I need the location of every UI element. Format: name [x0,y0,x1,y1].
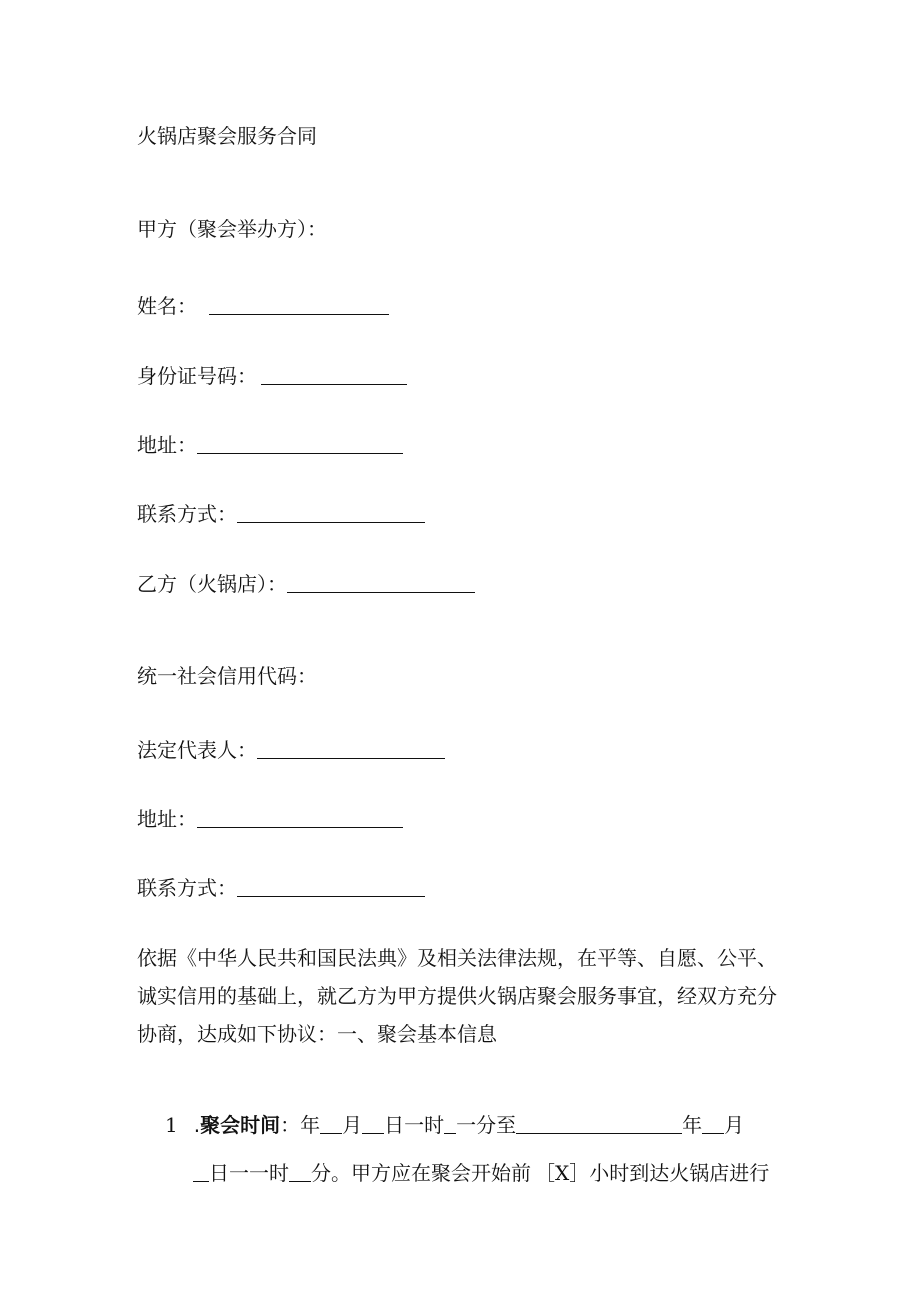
clause-1-rest: 小时到达火锅店进行 [589,1161,770,1185]
party-b-contact-label: 联系方式： [137,876,237,900]
month-blank-2[interactable] [702,1113,724,1134]
minute-to-label: 一分至 [456,1113,517,1137]
day-blank-2[interactable] [193,1161,209,1182]
party-a-heading: 甲方（聚会举办方）： [137,217,327,241]
document-title: 火锅店聚会服务合同 [137,124,317,148]
party-b-address-label: 地址： [137,807,197,831]
minute-label-2: 分。甲方应在聚会开始前 [311,1161,531,1185]
bracket-close: ］ [569,1161,590,1185]
party-a-address-blank[interactable] [197,433,403,454]
party-a-name-row [137,292,389,320]
clause-1-line-2 [193,1159,769,1187]
party-b-rep-label: 法定代表人： [137,738,257,762]
party-a-contact-label: 联系方式： [137,502,237,526]
party-a-contact-blank[interactable] [237,502,425,523]
party-b-address-row [137,805,403,833]
hours-placeholder: X [555,1161,570,1185]
preamble-paragraph [137,939,787,1053]
preamble-line-1: 依据《中华人民共和国民法典》及相关法律法规，在平等、自愿、公平、 [137,946,777,970]
party-a-name-blank[interactable] [209,294,389,315]
month-label-2: 月 [724,1113,745,1137]
clause-1-dot: . [193,1113,201,1137]
year-label-2: 年 [682,1113,703,1137]
party-b-contact-blank[interactable] [237,876,425,897]
month-blank-1[interactable] [320,1113,342,1134]
clause-1-number: 1 [165,1113,178,1137]
year-label-1: 年 [300,1113,321,1137]
minute-blank-1[interactable] [444,1113,456,1134]
party-b-rep-row [137,736,445,764]
month-label-1: 月 [342,1113,363,1137]
party-a-address-label: 地址： [137,433,197,457]
preamble-line-3: 协商，达成如下协议：一、聚会基本信息 [137,1022,497,1046]
party-b-name-blank[interactable] [287,572,475,593]
clause-1-colon: ： [280,1113,301,1137]
preamble-line-2: 诚实信用的基础上，就乙方为甲方提供火锅店聚会服务事宜，经双方充分 [137,984,777,1008]
minute-blank-2[interactable] [289,1161,311,1182]
party-b-credit-code-label: 统一社会信用代码： [137,664,317,688]
clause-1-line-1 [165,1111,744,1139]
party-a-address-row [137,431,403,459]
party-b-rep-blank[interactable] [257,738,445,759]
party-b-contact-row [137,874,425,902]
bracket-open: ［ [535,1161,555,1185]
end-year-blank[interactable] [516,1113,682,1134]
party-a-name-label: 姓名： [137,294,197,318]
day-blank-1[interactable] [362,1113,384,1134]
hour-label-1: 时 [424,1113,445,1137]
party-a-id-blank[interactable] [261,364,407,385]
clause-1-label: 聚会时间 [200,1113,281,1137]
party-b-address-blank[interactable] [197,807,403,828]
party-b-heading: 乙方（火锅店）： [137,572,287,596]
party-a-id-label: 身份证号码： [137,364,257,388]
party-b-heading-row [137,570,475,598]
day-label-2: 日一一时 [209,1161,289,1185]
party-a-contact-row [137,500,425,528]
day-label-1: 日一 [384,1113,425,1137]
party-a-id-row [137,362,407,390]
